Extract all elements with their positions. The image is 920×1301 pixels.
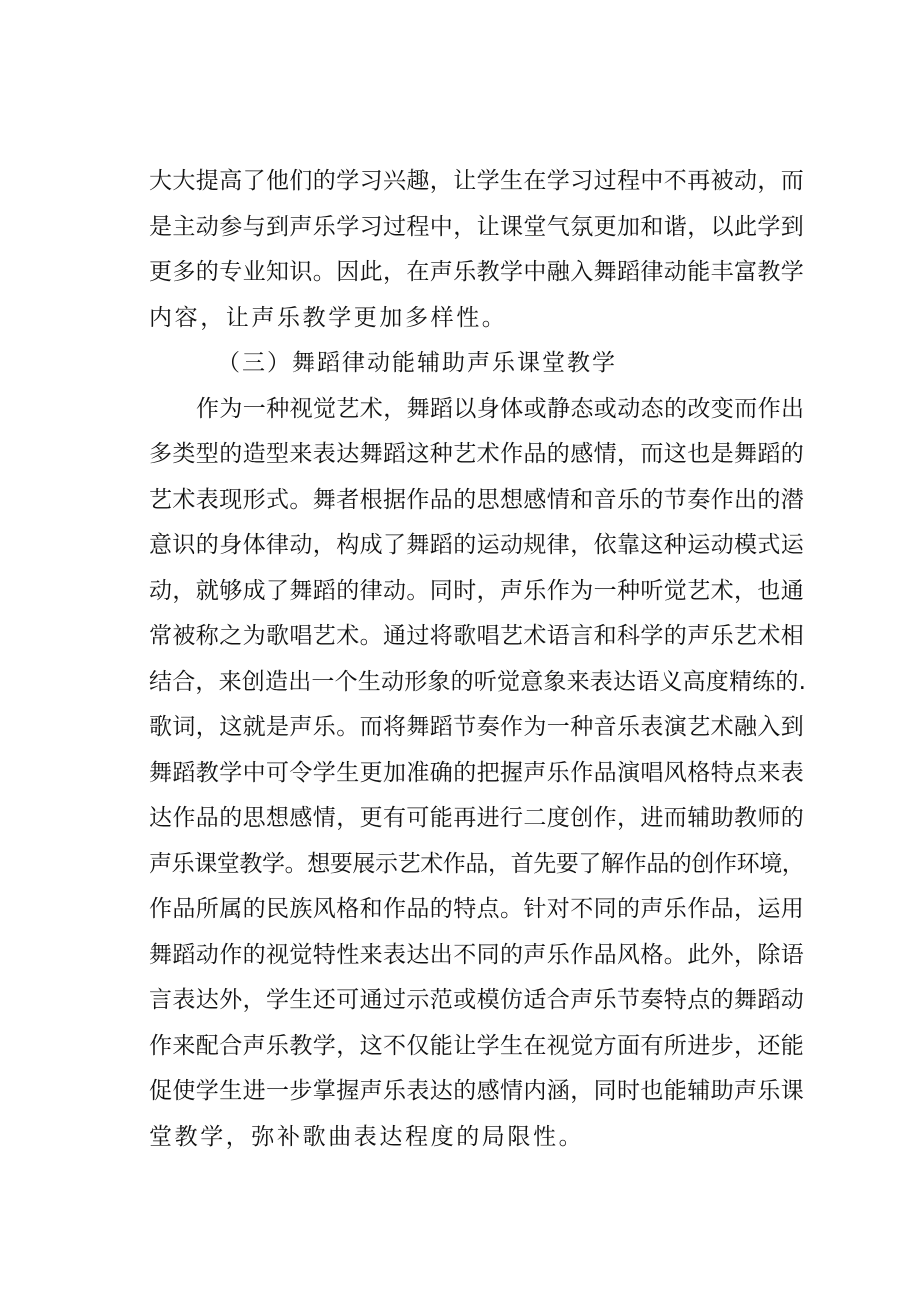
document-body [149, 159, 809, 1160]
text-line: 意识的身体律动，构成了舞蹈的运动规律，依靠这种运动模式运 [149, 532, 805, 558]
text-line: 更多的专业知识。因此，在声乐教学中融入舞蹈律动能丰富教学 [149, 259, 805, 285]
text-line: 言表达外，学生还可通过示范或模仿适合声乐节奏特点的舞蹈动 [149, 987, 805, 1013]
text-line: 常被称之为歌唱艺术。通过将歌唱艺术语言和科学的声乐艺术相 [149, 623, 805, 649]
text-line: 促使学生进一步掌握声乐表达的感情内涵，同时也能辅助声乐课 [149, 1078, 805, 1104]
text-line: 舞蹈动作的视觉特性来表达出不同的声乐作品风格。此外，除语 [149, 941, 805, 968]
paragraph-1 [149, 159, 809, 341]
text-line: 作来配合声乐教学，这不仅能让学生在视觉方面有所进步，还能 [149, 1032, 805, 1059]
text-line: 达作品的思想感情，更有可能再进行二度创作，进而辅助教师的 [149, 805, 805, 831]
paragraph-2 [149, 387, 809, 1161]
text-line: 动，就够成了舞蹈的律动。同时，声乐作为一种听觉艺术，也通 [149, 577, 805, 604]
text-line: 声乐课堂教学。想要展示艺术作品，首先要了解作品的创作环境， [149, 850, 805, 877]
text-line: 是主动参与到声乐学习过程中，让课堂气氛更加和谐，以此学到 [149, 213, 805, 240]
text-line: 歌词，这就是声乐。而将舞蹈节奏作为一种音乐表演艺术融入到 [149, 714, 805, 740]
text-line: 艺术表现形式。舞者根据作品的思想感情和音乐的节奏作出的潜 [149, 486, 805, 513]
text-line: 舞蹈教学中可令学生更加准确的把握声乐作品演唱风格特点来表 [149, 759, 805, 786]
text-line: 作为一种视觉艺术，舞蹈以身体或静态或动态的改变而作出 [196, 395, 805, 422]
text-line: 大大提高了他们的学习兴趣，让学生在学习过程中不再被动，而 [149, 168, 805, 194]
text-line: 多类型的造型来表达舞蹈这种艺术作品的感情，而这也是舞蹈的 [149, 441, 805, 467]
text-line: 堂教学，弥补歌曲表达程度的局限性。 [149, 1123, 585, 1150]
section-heading: （三）舞蹈律动能辅助声乐课堂教学 [217, 350, 617, 376]
text-line: 结合，来创造出一个生动形象的听觉意象来表达语义高度精练的. [149, 668, 807, 695]
text-line: 内容，让声乐教学更加多样性。 [149, 304, 508, 331]
text-line: 作品所属的民族风格和作品的特点。针对不同的声乐作品，运用 [149, 896, 805, 922]
